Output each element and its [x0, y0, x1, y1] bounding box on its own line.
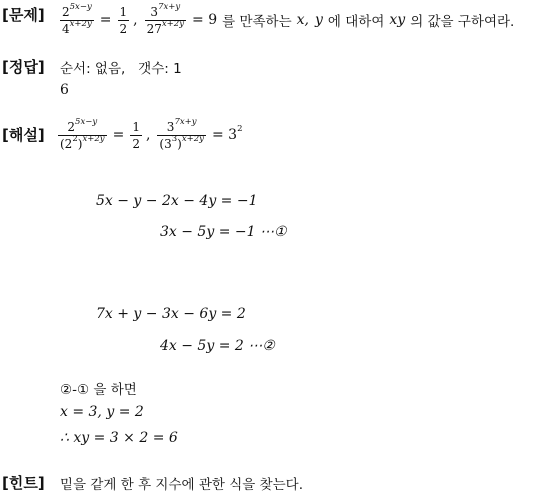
fraction-numerator: 1 — [119, 4, 128, 19]
solution-label: [해설] — [2, 126, 45, 144]
problem-half-fraction — [118, 5, 130, 36]
fraction-numerator: 3 — [150, 4, 159, 19]
fraction-denominator-exponent: x+2y — [82, 133, 105, 144]
fraction-numerator: 1 — [132, 119, 140, 134]
problem-rhs: = 9 — [192, 12, 218, 28]
inner-exponent: 2 — [72, 133, 78, 144]
problem-text-1: 를 만족하는 — [222, 14, 292, 30]
fraction-denominator-exponent: x+2y — [161, 18, 185, 29]
solution-result-2: ∴ xy = 3 × 2 = 6 — [60, 430, 178, 446]
answer-value: 6 — [60, 82, 69, 98]
equation-a1: 5x − y − 2x − 4y = −1 — [96, 193, 258, 209]
closing-paren: ) — [177, 136, 182, 151]
comma: , — [145, 127, 151, 143]
solution-fraction-1 — [58, 116, 107, 151]
comma: , — [133, 12, 138, 28]
solution-rhs — [211, 124, 243, 143]
problem-var-x: x, — [296, 12, 309, 28]
hint-text: 밑을 같게 한 후 지수에 관한 식을 찾는다. — [60, 477, 303, 493]
fraction-numerator-exponent: 5x−y — [75, 116, 98, 127]
solution-fraction-2 — [157, 116, 206, 151]
problem-fraction-2 — [145, 1, 186, 36]
solution-rhs-exponent: 2 — [237, 124, 243, 135]
closing-paren: ) — [77, 136, 83, 151]
solution-result-1: x = 3, y = 2 — [60, 404, 144, 420]
fraction-denominator: (2 — [60, 136, 73, 151]
fraction-numerator-exponent: 5x−y — [69, 1, 92, 12]
fraction-numerator: 2 — [67, 119, 76, 134]
problem-var-xy: xy — [389, 12, 406, 28]
problem-label: [문제] — [2, 6, 45, 24]
hint-label: [힌트] — [2, 474, 45, 492]
solution-rhs-base: = 3 — [211, 127, 238, 143]
equation-b2: 4x − 5y = 2 ⋯② — [160, 338, 275, 354]
solution-first-line — [56, 112, 243, 158]
equation-a2: 3x − 5y = −1 ⋯① — [160, 224, 287, 240]
inner-exponent: 3 — [171, 133, 178, 144]
answer-meta: 순서: 없음, 갯수: 1 — [60, 61, 182, 77]
equals-sign: = — [99, 12, 112, 28]
fraction-denominator: 4 — [62, 21, 70, 36]
problem-text-3: 의 값을 구하여라. — [410, 14, 515, 30]
fraction-denominator-exponent: x+2y — [69, 18, 92, 29]
fraction-denominator: 2 — [132, 136, 140, 151]
fraction-numerator: 2 — [62, 4, 70, 19]
equals-sign: = — [112, 127, 125, 143]
answer-label: [정답] — [2, 58, 45, 76]
fraction-numerator-exponent: 7x+y — [158, 1, 181, 12]
fraction-numerator: 3 — [166, 119, 175, 134]
equation-b1: 7x + y − 3x − 6y = 2 — [96, 306, 246, 322]
fraction-numerator-exponent: 7x+y — [174, 116, 197, 127]
problem-fraction-1 — [60, 1, 94, 36]
solution-half-fraction — [130, 120, 142, 151]
solution-step: ②-① 을 하면 — [60, 382, 137, 398]
fraction-denominator: 2 — [119, 21, 128, 36]
problem-statement — [58, 0, 514, 40]
problem-var-y: y — [314, 12, 323, 28]
fraction-denominator: (3 — [159, 136, 172, 151]
fraction-denominator-exponent: x+2y — [181, 133, 204, 144]
problem-text-2: 에 대하여 — [327, 14, 385, 30]
fraction-denominator: 27 — [146, 21, 162, 36]
